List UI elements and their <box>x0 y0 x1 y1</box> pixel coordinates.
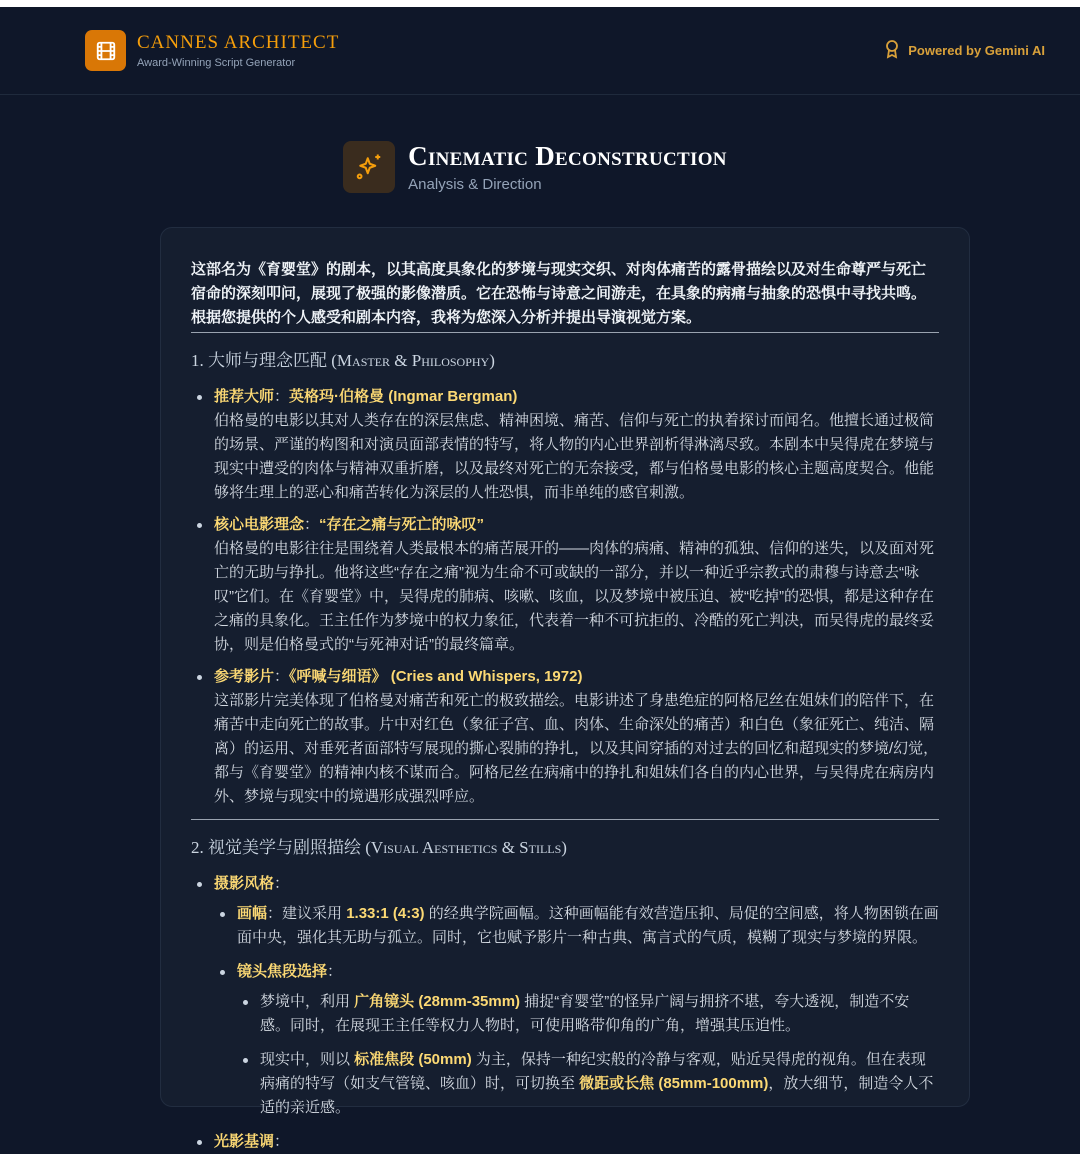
highlight-text: 摄影风格 <box>214 875 275 892</box>
item-body: 这部影片完美体现了伯格曼对痛苦和死亡的极致描绘。电影讲述了身患绝症的阿格尼丝在姐妹们的陪伴下，在痛苦中走向死亡的故事。片中对红色（象征子宫、血、肉体、生命深处的痛苦）和白色（象征死亡、纯洁、隔离）的运用、对垂死者面部特写展现的撕心裂肺的挣扎，以及其间穿插的对过去的回忆和超现实的梦境/幻觉，都与《育婴堂》的精神内核不谋而合。阿格尼丝在病痛中的挣扎和姐妹们各自的内心世界，与吴得虎在病房内外、梦境与现实中的境遇形成强烈呼应。 <box>214 692 939 805</box>
powered-by-label: Powered by Gemini AI <box>908 43 1045 58</box>
section-1 <box>191 349 939 820</box>
highlight-text: 标准焦段 (50mm) <box>354 1051 472 1068</box>
app-header <box>0 7 1080 95</box>
highlight-text: 推荐大师 <box>214 388 275 405</box>
item-body: 伯格曼的电影以其对人类存在的深层焦虑、精神困境、痛苦、信仰与死亡的执着探讨而闻名。他擅长通过极简的场景、严谨的构图和对演员面部表情的特写，将人物的内心世界剖析得淋漓尽致。本剧本中吴得虎在梦境与现实中遭受的肉体与精神双重折磨，以及最终对死亡的无奈接受，都与伯格曼电影的核心主题高度契合。他能够将生理上的恶心和痛苦转化为深层的人性恐惧，而非单纯的感官刺激。 <box>214 412 935 501</box>
text-segment: 梦境中，利用 <box>260 993 355 1010</box>
brand[interactable] <box>85 30 339 71</box>
section-heading: 2. 视觉美学与剧照描绘 (Visual Aesthetics & Stills) <box>191 838 567 857</box>
bullet-list <box>191 872 939 1154</box>
sparkles-icon <box>343 141 395 193</box>
list-item <box>191 665 939 809</box>
section-heading: 1. 大师与理念匹配 (Master & Philosophy) <box>191 351 495 370</box>
highlight-text: 画幅 <box>237 905 268 922</box>
list-item <box>214 960 939 1120</box>
item-body: 伯格曼的电影往往是围绕着人类最根本的痛苦展开的——肉体的病痛、精神的孤独、信仰的迷失，以及面对死亡的无助与挣扎。他将这些“存在之痛”视为生命不可或缺的一部分，并以一种近乎宗教式的肃穆与诗意去“咏叹”它们。在《育婴堂》中，吴得虎的肺病、咳嗽、咳血，以及梦境中被压迫、被“吃掉”的恐惧，都是这种存在之痛的具象化。王主任作为梦境中的权力象征，代表着一种不可抗拒的、冷酷的死亡判决，而吴得虎的最终妥协，则是伯格曼式的“与死神对话”的最终篇章。 <box>214 540 935 653</box>
award-icon <box>884 39 900 62</box>
list-item <box>191 1130 939 1154</box>
list-item <box>191 513 939 657</box>
bullet-list <box>191 385 939 809</box>
page-hero <box>0 141 1070 193</box>
page-subtitle: Analysis & Direction <box>408 176 542 193</box>
intro-paragraph: 这部名为《育婴堂》的剧本，以其高度具象化的梦境与现实交织、对肉体痛苦的露骨描绘以及对生命尊严与死亡宿命的深刻叩问，展现了极强的影像潜质。它在恐怖与诗意之间游走，在具象的病痛与抽象的恐惧中寻找共鸣。根据您提供的个人感受和剧本内容，我将为您深入分析并提出导演视觉方案。 <box>191 258 939 333</box>
highlight-text: 微距或长焦 (85mm-100mm) <box>579 1075 769 1092</box>
film-icon <box>85 30 126 71</box>
list-item <box>191 872 939 1120</box>
browser-top-strip <box>0 0 1080 7</box>
text-segment: ： <box>274 1133 290 1150</box>
text-segment: ： <box>304 516 320 533</box>
highlight-text: 核心电影理念 <box>214 516 305 533</box>
highlight-text: “存在之痛与死亡的咏叹” <box>319 516 485 533</box>
list-item <box>191 385 939 505</box>
bullet-list <box>237 990 939 1120</box>
text-segment: ： <box>274 388 290 405</box>
list-item <box>214 902 939 950</box>
powered-by-badge <box>884 39 1045 62</box>
analysis-card <box>160 227 970 1150</box>
text-segment: 捕捉“育婴堂”的怪异广阔与拥挤不堪，夸大透视，制造不安感。同时，在展现王主任等权力人物时，可使用略带仰角的广角，增强其压迫性。 <box>260 993 910 1034</box>
text-segment: ： <box>274 668 290 685</box>
list-item <box>237 1048 939 1120</box>
app-title: CANNES ARCHITECT <box>137 32 340 53</box>
highlight-text: 参考影片 <box>214 668 275 685</box>
bullet-list <box>214 902 939 1120</box>
text-segment: ：建议采用 <box>267 905 347 922</box>
highlight-text: 光影基调 <box>214 1133 275 1150</box>
highlight-text: 《呼喊与细语》 (Cries and Whispers, 1972) <box>289 668 583 685</box>
list-item <box>237 990 939 1038</box>
highlight-text: 1.33:1 (4:3) <box>346 905 425 922</box>
highlight-text: 镜头焦段选择 <box>237 963 328 980</box>
text-segment: 为主，保持一种纪实般的冷静与客观，贴近吴得虎的视角。但在表现病痛的特写（如支气管镜、咳血）时，可切换至 <box>260 1051 926 1092</box>
text-segment: 现实中，则以 <box>260 1051 355 1068</box>
text-segment: ： <box>274 875 290 892</box>
text-segment: 的经典学院画幅。这种画幅能有效营造压抑、局促的空间感，将人物困锁在画面中央，强化其无助与孤立。同时，它也赋予影片一种古典、寓言式的气质，模糊了现实与梦境的界限。 <box>237 905 939 946</box>
text-segment: ： <box>327 963 343 980</box>
text-segment: ，放大细节，制造令人不适的亲近感。 <box>260 1075 934 1116</box>
highlight-text: 英格玛·伯格曼 (Ingmar Bergman) <box>289 388 518 405</box>
section-2 <box>191 836 939 1154</box>
highlight-text: 广角镜头 (28mm-35mm) <box>354 993 521 1010</box>
page-title: Cinematic Deconstruction <box>408 141 727 171</box>
app-subtitle: Award-Winning Script Generator <box>137 57 296 69</box>
